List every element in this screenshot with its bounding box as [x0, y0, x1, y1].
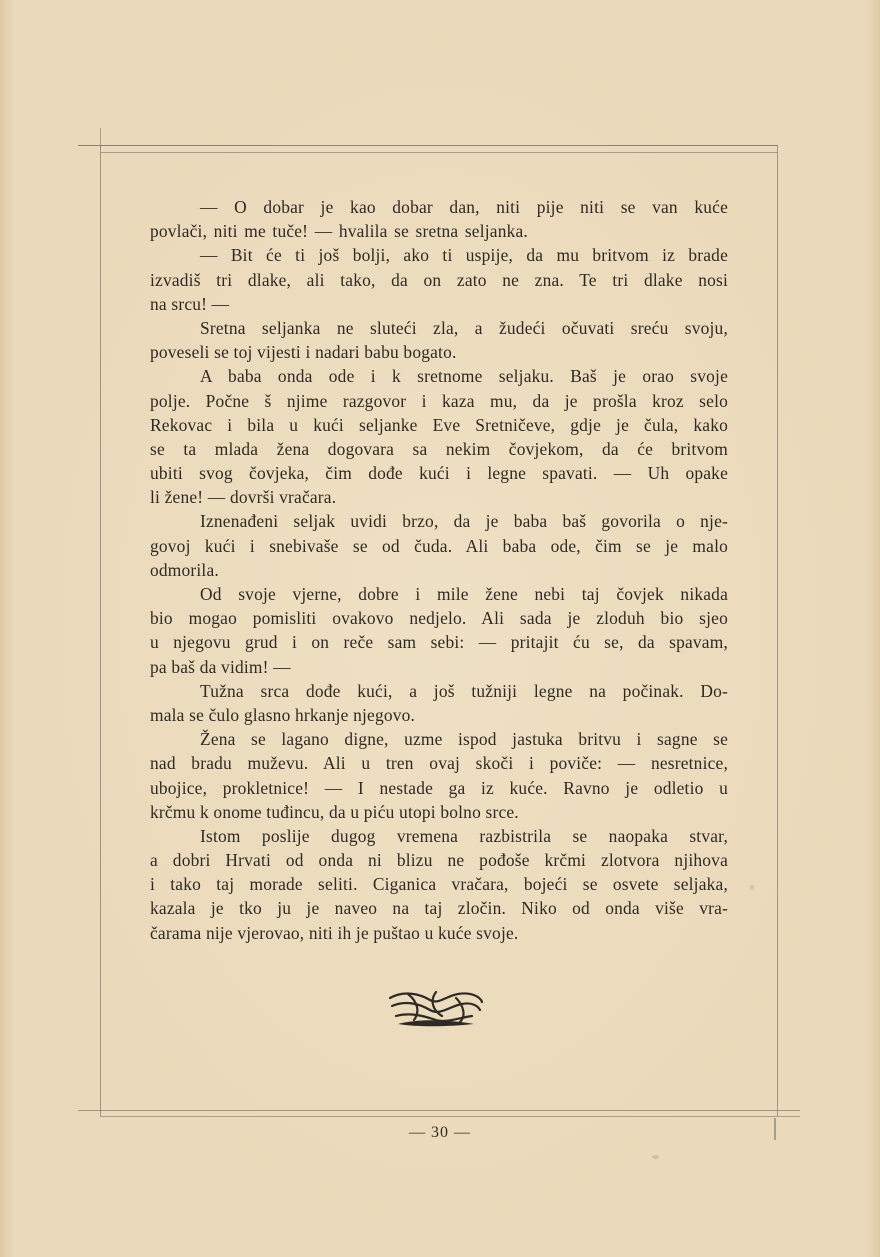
frame-tick-left	[100, 128, 101, 148]
text-line: ubiti svog čovjeka, čim dođe kući i legne spavati. — Uh opake	[150, 463, 728, 484]
body-text	[150, 195, 728, 945]
page-number: — 30 —	[409, 1124, 471, 1141]
decorative-scroll-ornament-icon	[386, 986, 486, 1028]
frame-rule-bottom	[78, 1110, 800, 1111]
text-line: — O dobar je kao dobar dan, niti pije niti se van kuće	[200, 197, 728, 217]
frame-rule-bottom-inner	[100, 1116, 800, 1117]
frame-rule-right	[777, 146, 778, 1116]
text-line: govoj kući i snebivaše se od čuda. Ali baba ode, čim se je malo	[150, 535, 728, 556]
text-line: a dobri Hrvati od onda ni blizu ne pođoše krčmi zlotvora njihova	[150, 850, 728, 871]
text-line: polje. Počne š njime razgovor i kaza mu, da je prošla kroz selo	[150, 390, 728, 411]
text-line: poveseli se toj vijesti i nadari babu bogato.	[150, 342, 457, 363]
text-line: u njegovu grud i on reče sam sebi: — pritajit ću se, da spavam,	[150, 632, 728, 653]
frame-rule-left	[100, 146, 101, 1116]
text-line: čarama nije vjerovao, niti ih je puštao u kuće svoje.	[150, 922, 519, 943]
text-line: Žena se lagano digne, uzme ispod jastuka britvu i sagne se	[200, 729, 728, 750]
text-line: Rekovac i bila u kući seljanke Eve Sretničeve, gdje je čula, kako	[150, 414, 728, 435]
text-line: bio mogao pomisliti ovakovo nedjelo. Ali sada je zloduh bio sjeo	[150, 608, 728, 629]
text-line: kazala je tko ju je naveo na taj zločin. Niko od onda više vra-	[150, 898, 728, 919]
text-line: — Bit će ti još bolji, ako ti uspije, da mu britvom iz brade	[200, 245, 728, 266]
text-line: Od svoje vjerne, dobre i mile žene nebi taj čovjek nikada	[200, 584, 728, 604]
paper-stain	[652, 1155, 659, 1159]
text-line: A baba onda ode i k sretnome seljaku. Baš je orao svoje	[200, 366, 728, 387]
text-line: ubojice, prokletnice! — I nestade ga iz kuće. Ravno je odletio u	[150, 777, 728, 798]
text-line: se ta mlada žena dogovara sa nekim čovjekom, da će britvom	[150, 438, 728, 459]
text-line: pa baš da vidim! —	[150, 656, 291, 677]
text-line: mala se čulo glasno hrkanje njegovo.	[150, 704, 416, 725]
text-line: i tako taj morade seliti. Ciganica vračara, bojeći se osvete seljaka,	[150, 874, 728, 895]
text-line: Tužna srca dođe kući, a još tužniji legne na počinak. Do-	[200, 680, 728, 701]
text-line: Iznenađeni seljak uvidi brzo, da je baba baš govorila o nje-	[200, 511, 728, 532]
text-line: na srcu! —	[150, 293, 230, 314]
text-line: Sretna seljanka ne sluteći zla, a žudeći očuvati sreću svoju,	[200, 317, 728, 338]
frame-rule-top-inner	[100, 152, 778, 153]
text-line: nad bradu muževu. Ali u tren ovaj skoči i poviče: — nesretnice,	[150, 753, 728, 774]
paper-stain	[750, 885, 754, 890]
text-line: izvadiš tri dlake, ali tako, da on zato ne zna. Te tri dlake nosi	[150, 269, 728, 290]
text-line: krčmu k onome tuđincu, da u piću utopi bolno srce.	[150, 801, 519, 822]
text-line: li žene! — dovrši vračara.	[150, 487, 337, 508]
text-line: Istom poslije dugog vremena razbistrila se naopaka stvar,	[200, 825, 728, 846]
text-line: povlači, niti me tuče! — hvalila se sretna seljanka.	[150, 221, 528, 242]
frame-rule-top	[78, 145, 778, 146]
text-line: odmorila.	[150, 559, 219, 580]
